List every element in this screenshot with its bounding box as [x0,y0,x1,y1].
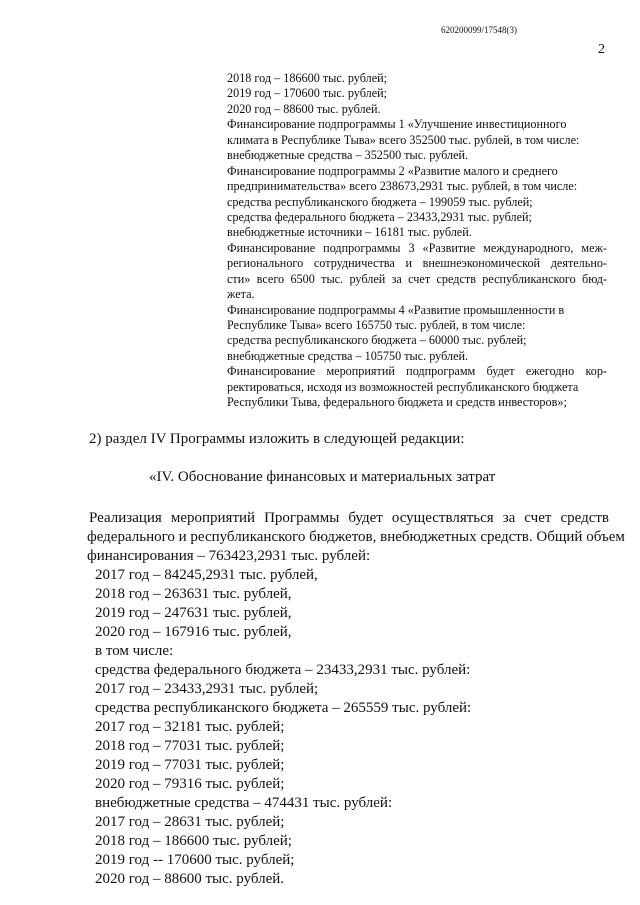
inner-line: средства республиканского бюджета – 199059 тыс. рублей; [227,194,533,209]
page-number: 2 [598,42,605,57]
list-item: 2020 год – 167916 тыс. рублей, [95,624,292,640]
list-item: внебюджетные средства – 474431 тыс. рублей: [95,795,393,811]
inner-line: Республике Тыва» всего 165750 тыс. рублей, в том числе: [227,318,526,332]
inner-line: Финансирование мероприятий подпрограмм будет ежегодно кор- [227,364,607,379]
paragraph-line: Реализация мероприятий Программы будет осуществляться за счет средств [89,510,609,526]
list-item: 2018 год – 77031 тыс. рублей; [95,738,285,754]
section-title: «IV. Обоснование финансовых и материальных затрат [149,469,496,485]
list-item: 2018 год – 263631 тыс. рублей, [95,586,292,602]
inner-line: жета. [227,287,255,302]
list-item: 2020 год – 79316 тыс. рублей; [95,776,285,792]
document-id: 620200099/17548(3) [441,25,517,35]
list-item: 2018 год – 186600 тыс. рублей; [95,833,292,849]
list-item: 2017 год – 32181 тыс. рублей; [95,719,285,735]
inner-line: средства республиканского бюджета – 60000 тыс. рублей; [227,333,527,348]
list-item: 2017 год – 28631 тыс. рублей; [95,814,285,830]
funding-list [95,566,595,889]
inner-line: внебюджетные источники – 16181 тыс. рублей. [227,225,472,240]
list-item: средства федерального бюджета – 23433,2931 тыс. рублей: [95,662,471,678]
inner-line: регионального сотрудничества и внешнеэкономической деятельно- [227,256,607,271]
inner-line: Финансирование подпрограммы 3 «Развитие международного, меж- [227,240,607,255]
inner-line: Республики Тыва, федерального бюджета и средств инвесторов»; [227,395,567,410]
funding-paragraph [87,509,625,566]
amendment-item-2: 2) раздел IV Программы изложить в следующей редакции: [89,431,465,447]
list-item: 2020 год – 88600 тыс. рублей. [95,871,285,887]
list-item: 2017 год – 23433,2931 тыс. рублей; [95,681,319,697]
list-item: 2017 год – 84245,2931 тыс. рублей, [95,567,318,583]
list-item: в том числе: [95,643,174,659]
inner-line: 2019 год – 170600 тыс. рублей; [227,86,388,101]
inner-line: 2020 год – 88600 тыс. рублей. [227,101,381,116]
list-item: 2019 год – 247631 тыс. рублей, [95,605,292,621]
list-item: 2019 год – 77031 тыс. рублей; [95,757,285,773]
inner-line: Финансирование подпрограммы 4 «Развитие промышленности в [227,302,565,317]
inner-line: ректироваться, исходя из возможностей республиканского бюджета [227,379,579,394]
inner-line: предпринимательства» всего 238673,2931 тыс. рублей, в том числе: [227,179,578,194]
inner-line: 2018 год – 186600 тыс. рублей; [227,71,388,85]
inner-line: сти» всего 6500 тыс. рублей за счет средств республиканского бюд- [227,271,607,286]
inner-line: внебюджетные средства – 352500 тыс. рублей. [227,148,469,163]
inner-line: внебюджетные средства – 105750 тыс. рублей. [227,348,469,363]
inner-line: Финансирование подпрограммы 2 «Развитие малого и среднего [227,163,558,178]
inner-line: средства федерального бюджета – 23433,2931 тыс. рублей; [227,209,532,224]
inner-line: климата в Республике Тыва» всего 352500 тыс. рублей, в том числе: [227,132,580,147]
list-item: средства республиканского бюджета – 265559 тыс. рублей: [95,700,472,716]
paragraph-line: федерального и республиканского бюджетов, внебюджетных средств. Общий объем [87,529,625,545]
list-item: 2019 год -- 170600 тыс. рублей; [95,852,295,868]
inner-line: Финансирование подпрограммы 1 «Улучшение инвестиционного [227,117,567,132]
quoted-funding-block [227,71,607,411]
paragraph-line: финансирования – 763423,2931 тыс. рублей: [87,548,371,564]
